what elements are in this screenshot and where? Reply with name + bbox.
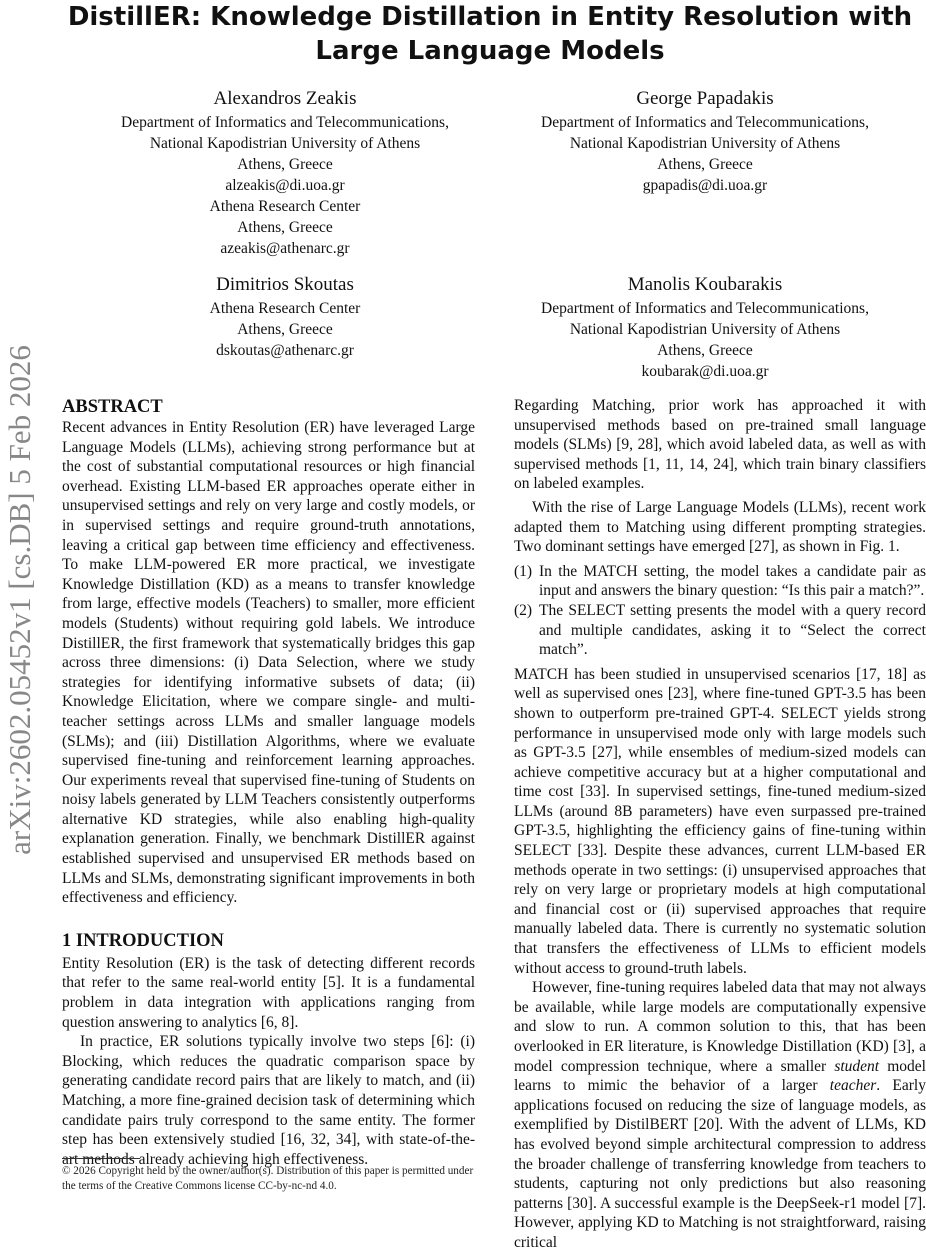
intro-paragraph: Entity Resolution (ER) is the task of detecting different records that refer to the same real-world entity [5]. It is a fundamental problem in data integration with applications ranging from question answering to analytics [6, 8]. — [62, 954, 475, 1031]
author-affiliation-line: Department of Informatics and Telecommunications, — [541, 114, 869, 131]
list-number: (1) — [514, 562, 533, 580]
author-email: dskoutas@athenarc.gr — [216, 342, 354, 359]
author-affiliation-line: National Kapodistrian University of Athens — [569, 135, 841, 152]
introduction-heading: 1 INTRODUCTION — [62, 930, 224, 951]
author-email: alzeakis@di.uoa.gr — [225, 177, 345, 194]
emphasis-student: student — [834, 1057, 880, 1075]
author-name: Alexandros Zeakis — [213, 88, 357, 109]
list-text: In the MATCH setting, the model takes a candidate pair as input and answers the binary question: “Is this pair a match?”. — [539, 562, 926, 600]
setting-list — [514, 562, 926, 660]
author-affiliation-line: Athens, Greece — [237, 156, 333, 173]
author-affiliation-line: Department of Informatics and Telecommunications, — [121, 114, 449, 131]
emphasis-teacher: teacher — [829, 1077, 877, 1095]
text-run: . Early applications focused on reducing the size of language models, as exemplified by DistilBERT [20]. With the advent of LLMs, KD has evolved beyond simple architectural compression to address the broader challenge of transferring knowledge from teachers to students, capturing not only predictions but also reasoning patterns [30]. A successful example is the DeepSeek-r1 model [7]. However, applying KD to Matching is not straightforward, raising critical — [514, 1077, 926, 1251]
intro-paragraph: In practice, ER solutions typically involve two steps [6]: (i) Blocking, which reduces the quadratic comparison space by generating candidate record pairs that are likely to match, and (ii) Matching, a more fine-grained decision task of determining which candidate pairs truly correspond to the same entity. The former step has been extensively studied [16, 32, 34], with state-of-the-art methods already achieving high effectiveness. — [62, 1033, 475, 1168]
body-paragraph: With the rise of Large Language Models (LLMs), recent work adapted them to Matching using different prompting strategies. Two dominant settings have emerged [27], as shown in Fig. 1. — [514, 498, 926, 556]
author-name: Dimitrios Skoutas — [216, 274, 354, 295]
author-email: koubarak@di.uoa.gr — [641, 363, 769, 380]
text-run: model learns to mimic the behavior of a larger — [514, 1057, 926, 1095]
text-run: However, fine-tuning requires labeled data that may not always be available, while large models are computationally expensive and slow to run. A common solution to this, that has been overlooked in ER literature, is Knowledge Distillation (KD) [3], a model compression technique, where a smaller — [514, 979, 926, 1075]
author-affiliation-line: National Kapodistrian University of Athens — [569, 321, 841, 338]
author-block-papadakis — [500, 86, 910, 196]
author-name: George Papadakis — [636, 88, 774, 109]
author-email: gpapadis@di.uoa.gr — [642, 177, 768, 194]
left-column — [62, 396, 475, 1169]
author-email: azeakis@athenarc.gr — [220, 240, 350, 257]
body-paragraph — [514, 978, 926, 1252]
author-affiliation-line: Department of Informatics and Telecommunications, — [541, 300, 869, 317]
paper-title: DistillER: Knowledge Distillation in Entity Resolution with Large Language Models — [67, 2, 913, 66]
author-block-koubarakis — [500, 272, 910, 382]
list-item — [514, 601, 926, 660]
copyright-footnote: © 2026 Copyright held by the owner/author(s). Distribution of this paper is permitted under the terms of the Creative Commons license CC-by-nc-nd 4.0. — [62, 1165, 474, 1192]
arxiv-watermark — [0, 290, 40, 910]
author-affiliation-line: Athens, Greece — [657, 342, 753, 359]
abstract-heading: ABSTRACT — [62, 397, 163, 417]
list-text: The SELECT setting presents the model with a query record and multiple candidates, asking it to “Select the correct match”. — [539, 601, 926, 659]
footnote-rule — [62, 1158, 140, 1159]
author-block-skoutas — [80, 272, 490, 361]
body-paragraph: MATCH has been studied in unsupervised scenarios [17, 18] as well as supervised ones [23], where fine-tuned GPT-3.5 has been shown to outperform pre-trained GPT-4. SELECT yields strong performance in unsupervised mode only with large models such as GPT-3.5 [27], while ensembles of medium-sized models can achieve competitive accuracy but at a higher computational and time cost [33]. In supervised settings, fine-tuned medium-sized LLMs (around 8B parameters) have even surpassed pre-trained GPT-3.5, highlighting the efficiency gains of fine-tuning within SELECT [33]. Despite these advances, current LLM-based ER methods operate in two settings: (i) unsupervised approaches that rely on very large or proprietary models at high computational and financial cost or (ii) supervised approaches that require manually labeled data. There is currently no systematic solution that transfers the effectiveness of LLMs to efficient models without access to ground-truth labels. — [514, 665, 926, 977]
body-paragraph: Regarding Matching, prior work has approached it with unsupervised methods based on pre-trained small language models (SLMs) [9, 28], which avoid labeled data, as well as with supervised methods [1, 11, 14, 24], which train binary classifiers on labeled examples. — [514, 397, 926, 493]
list-number: (2) — [514, 601, 533, 619]
author-block-zeakis — [80, 86, 490, 259]
author-affiliation-line: Athens, Greece — [657, 156, 753, 173]
author-affiliation-line: Athena Research Center — [209, 300, 361, 317]
right-column — [514, 396, 926, 1253]
author-affiliation-line: National Kapodistrian University of Athens — [149, 135, 421, 152]
abstract-text: Recent advances in Entity Resolution (ER) have leveraged Large Language Models (LLMs), achieving strong performance but at the cost of substantial computational resources or high financial overhead. Existing LLM-based ER approaches operate either in unsupervised settings and rely on very large and costly models, or in supervised settings and require ground-truth annotations, leaving a critical gap between time efficiency and effectiveness. To make LLM-powered ER more practical, we investigate Knowledge Distillation (KD) as a means to transfer knowledge from large, effective models (Teachers) to smaller, more efficient models (Students) without requiring gold labels. We introduce DistillER, the first framework that systematically bridges this gap across three dimensions: (i) Data Selection, where we study strategies for identifying informative subsets of data; (ii) Knowledge Elicitation, where we compare single- and multi-teacher settings across LLMs and smaller language models (SLMs); and (iii) Distillation Algorithms, where we evaluate supervised fine-tuning and reinforcement learning approaches. Our experiments reveal that supervised fine-tuning of Students on noisy labels generated by LLM Teachers consistently outperforms alternative KD strategies, while also enabling high-quality explanation generation. Finally, we benchmark DistillER against established supervised and unsupervised ER methods based on LLMs and SLMs, demonstrating significant improvements in both effectiveness and efficiency. — [62, 419, 475, 907]
author-affiliation-line: Athens, Greece — [237, 321, 333, 338]
author-affiliation-line: Athens, Greece — [237, 219, 333, 236]
author-affiliation-line: Athena Research Center — [209, 198, 361, 215]
list-item — [514, 562, 926, 601]
arxiv-id: arXiv:2602.05452v1 [cs.DB] 5 Feb 2026 — [2, 345, 37, 855]
author-name: Manolis Koubarakis — [627, 274, 783, 295]
